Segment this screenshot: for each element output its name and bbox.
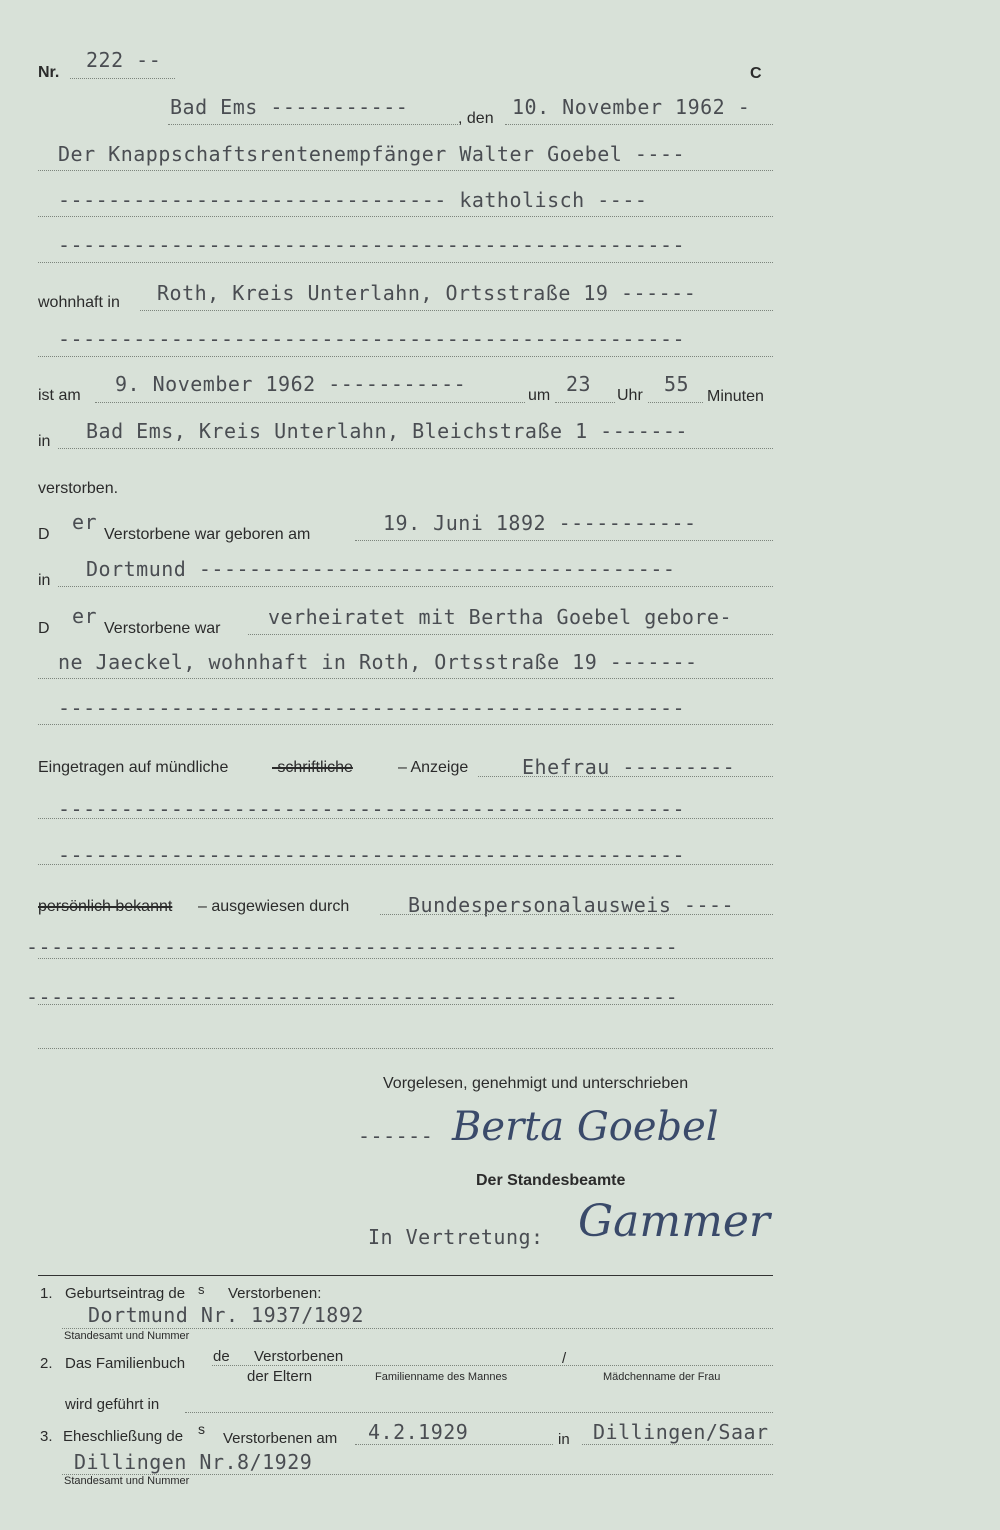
wohnhaft-label: wohnhaft in [38, 294, 120, 311]
note-1-s: s [198, 1282, 205, 1297]
vertretung-label: In Vertretung: [368, 1225, 544, 1249]
marriage-date: 4.2.1929 [368, 1420, 469, 1444]
den-label: , den [458, 110, 494, 127]
verstorben-label: verstorben. [38, 480, 119, 497]
filler-line: -------------------------------------------------- [58, 233, 686, 257]
filler-line: -------------------------------------------------- [58, 843, 686, 867]
filler-line: ---------------------------------------------------- [26, 985, 679, 1009]
standesamt-label-2: Standesamt und Nummer [64, 1475, 190, 1487]
eingetragen-label: Eingetragen auf mündliche [38, 759, 229, 776]
birth-place: Dortmund -------------------------------------- [86, 557, 676, 581]
filler-line: ---------------------------------------------------- [26, 935, 679, 959]
filler-line: -------------------------------------------------- [58, 696, 686, 720]
dotline [38, 216, 773, 217]
dotline [355, 1444, 553, 1445]
uhr-label: Uhr [617, 387, 643, 404]
ist-am-label: ist am [38, 387, 81, 404]
dotline [140, 310, 773, 311]
d-label: D [38, 526, 50, 543]
note-2-de: de [213, 1348, 230, 1365]
deceased-name-line: Der Knappschaftsrentenempfänger Walter Goebel ---- [58, 142, 686, 166]
dotline [555, 402, 615, 403]
standesbeamte-label: Der Standesbeamte [476, 1172, 626, 1189]
dotline [38, 356, 773, 357]
in-label: in [38, 433, 51, 450]
informant: Ehefrau --------- [522, 755, 736, 779]
divider-rule [38, 1275, 773, 1276]
note-3-label: Eheschließung de [63, 1428, 184, 1445]
familienname-label: Familienname des Mannes [375, 1371, 508, 1383]
death-hour: 23 [566, 372, 592, 396]
dotline [58, 448, 773, 449]
dotline [58, 586, 773, 587]
note-2-eltern: der Eltern [247, 1368, 313, 1385]
birth-date: 19. Juni 1892 ----------- [383, 511, 697, 535]
dotline [168, 124, 458, 125]
maedchenname-label: Mädchenname der Frau [603, 1371, 721, 1383]
gefuehrt-label: wird geführt in [65, 1396, 160, 1413]
marriage-place: Dillingen/Saar [593, 1420, 769, 1444]
persoenlich-struck: persönlich bekannt [38, 898, 173, 915]
standesamt-label: Standesamt und Nummer [64, 1330, 190, 1342]
note-2-slash: / [562, 1350, 567, 1367]
dotline [248, 634, 773, 635]
signature-dashes: ------ [358, 1124, 434, 1148]
note-1-label: Geburtseintrag de [65, 1285, 186, 1302]
vorgelesen-text: Vorgelesen, genehmigt und unterschrieben [383, 1075, 689, 1092]
gender-suffix: er [72, 510, 98, 534]
anzeige-label: – Anzeige [398, 759, 469, 776]
nr-value: 222 -- [86, 48, 162, 72]
dotline [38, 1004, 773, 1005]
dotline [478, 776, 773, 777]
note-3-number: 3. [40, 1428, 53, 1445]
note-1-number: 1. [40, 1285, 53, 1302]
dotline [355, 540, 773, 541]
note-3-s: s [198, 1421, 205, 1437]
dotline [95, 402, 525, 403]
registration-date: 10. November 1962 - [512, 95, 751, 119]
death-date: 9. November 1962 ----------- [115, 372, 467, 396]
dotline [38, 864, 773, 865]
marital-status-2: ne Jaeckel, wohnhaft in Roth, Ortsstraße 19 ------- [58, 650, 698, 674]
death-minutes: 55 [664, 372, 690, 396]
d-label-2: D [38, 620, 50, 637]
gender-suffix-2: er [72, 604, 98, 628]
dotline [38, 262, 773, 263]
birth-registry: Dortmund Nr. 1937/1892 [88, 1303, 364, 1327]
dotline [38, 170, 773, 171]
marital-status-1: verheiratet mit Bertha Goebel gebore- [268, 605, 733, 629]
dotline [38, 958, 773, 959]
war-label: Verstorbene war [104, 620, 221, 637]
religion-line: ------------------------------- katholisch ---- [58, 188, 648, 212]
note-2-verstorbenen: Verstorbenen [254, 1348, 344, 1365]
dotline [185, 1412, 773, 1413]
dotline [212, 1365, 773, 1366]
note-1-label-b: Verstorbenen: [228, 1285, 322, 1302]
note-2-number: 2. [40, 1355, 53, 1372]
note-3-label-b: Verstorbenen am [223, 1430, 338, 1447]
schriftliche-struck: -schriftliche [272, 759, 353, 776]
registration-place: Bad Ems ----------- [170, 95, 409, 119]
dotline [38, 818, 773, 819]
geboren-label: Verstorbene war geboren am [104, 526, 311, 543]
dotline [505, 124, 773, 125]
um-label: um [528, 387, 551, 404]
death-place: Bad Ems, Kreis Unterlahn, Bleichstraße 1 ------- [86, 419, 688, 443]
dotline [38, 1048, 773, 1049]
dotline [380, 914, 773, 915]
note-3-in: in [558, 1431, 570, 1448]
filler-line: -------------------------------------------------- [58, 327, 686, 351]
minuten-label: Minuten [707, 388, 764, 405]
marriage-registry: Dillingen Nr.8/1929 [74, 1450, 313, 1474]
ausgewiesen-label: – ausgewiesen durch [198, 898, 350, 915]
dotline [582, 1444, 773, 1445]
dotline [62, 1328, 773, 1329]
filler-line: -------------------------------------------------- [58, 797, 686, 821]
informant-signature: Berta Goebel [452, 1104, 719, 1150]
dotline [38, 678, 773, 679]
note-2-label: Das Familienbuch [65, 1355, 186, 1372]
in-label-2: in [38, 572, 51, 589]
nr-dotline [70, 78, 175, 79]
dotline [38, 724, 773, 725]
residence-value: Roth, Kreis Unterlahn, Ortsstraße 19 ------ [157, 281, 697, 305]
dotline [648, 402, 703, 403]
form-letter: C [750, 65, 762, 82]
official-signature: Gammer [578, 1196, 770, 1247]
nr-label: Nr. [38, 64, 60, 81]
id-document: Bundespersonalausweis ---- [408, 893, 735, 917]
